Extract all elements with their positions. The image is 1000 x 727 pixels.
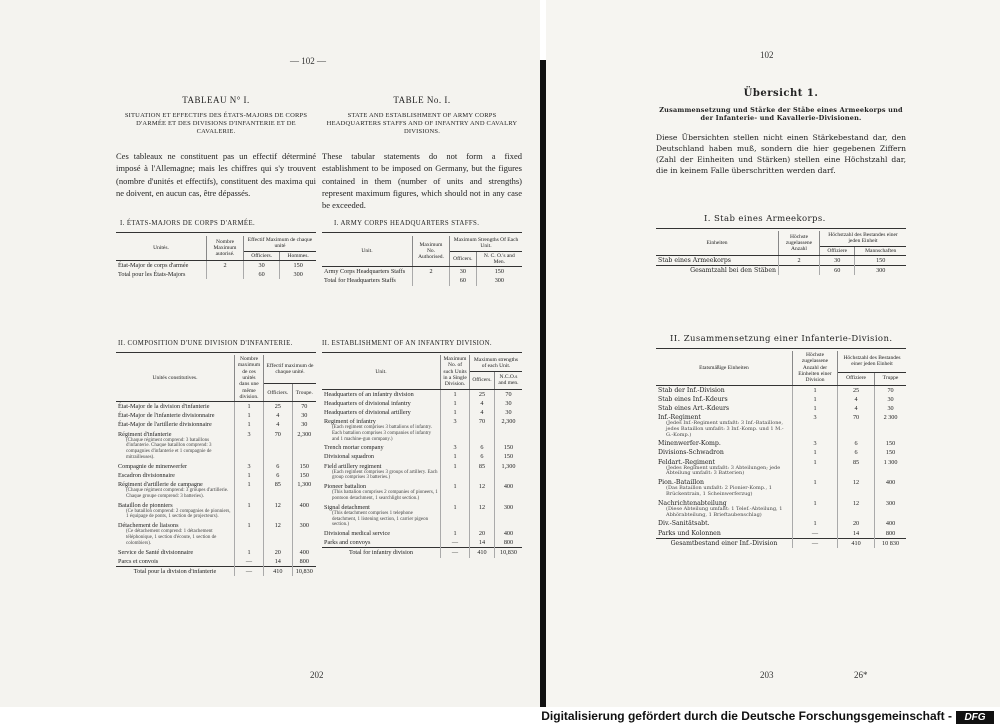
row-label: Bataillon de pionniers [118, 501, 173, 509]
row-label: État-Major de l'infanterie divisionnaire [118, 412, 215, 420]
cell-off: 70 [470, 417, 495, 443]
cell-off: 4 [470, 408, 495, 417]
page-number-bottom: 202 [310, 670, 324, 680]
cell-men: 150 [875, 439, 906, 448]
english-section1-title: I. ARMY CORPS HEADQUARTERS STAFFS. [334, 220, 480, 227]
cell-off: 4 [264, 420, 293, 429]
cell-num: 1 [235, 521, 264, 547]
cell-num: 1 [793, 404, 838, 413]
table-header: Truppe [875, 372, 906, 385]
cell-off: 6 [264, 462, 293, 471]
row-label: État-Major de l'artillerie divisionnaire [118, 421, 212, 429]
cell-men: 150 [494, 452, 522, 461]
table-row [656, 448, 906, 457]
row-note: (This battalion comprises 2 companies of pioneers, 1 pontoon detachment, 1 searchlight section.) [332, 490, 438, 502]
english-section2-table [322, 355, 522, 558]
table-header: Hommes. [280, 251, 316, 260]
row-label: Divisional squadron [324, 453, 375, 461]
table-header: Offiziere [820, 246, 855, 255]
table-row [116, 480, 316, 501]
cell-num: 1 [441, 482, 470, 503]
cell-num: 1 [793, 458, 838, 479]
row-label: Inf.-Regiment [658, 413, 701, 421]
total-num: — [235, 566, 264, 576]
table-row [116, 430, 316, 462]
table-row [322, 443, 522, 452]
table-header: N.C.O.s and men. [494, 372, 522, 389]
cell-men: 30 [292, 411, 316, 420]
row-label: Headquarters of divisional artillery [324, 408, 411, 416]
cell-off: 6 [838, 448, 875, 457]
table-row: Stab eines Armeekorps 2 30 150 [656, 255, 906, 265]
page-number-top: 102 [760, 50, 774, 60]
dfg-logo: DFG [956, 711, 994, 724]
table-row [322, 417, 522, 443]
english-section1-table [322, 236, 522, 286]
french-section2-title: II. COMPOSITION D'UNE DIVISION D'INFANTERIE. [118, 340, 293, 347]
divider [116, 232, 316, 233]
row-label: Parks and convoys [324, 539, 371, 547]
total-label: Gesamtbestand einer Inf.-Division [656, 538, 793, 548]
table-header: Maximum No. Authorised. [413, 236, 450, 267]
table-header: Maximum No. of such Units in a Single Division. [441, 355, 470, 389]
row-label: Div.-Sanitätsabt. [658, 520, 710, 528]
row-note: (Das Bataillon umfaßt: 2 Pionier-Komp., 1 Brückentrain, 1 Scheinwerferzug) [666, 485, 772, 498]
cell-off: 6 [838, 439, 875, 448]
cell-num: 1 [235, 402, 264, 412]
cell-off: 85 [470, 462, 495, 483]
table-row [116, 521, 316, 547]
table-row [116, 462, 316, 471]
table-row [322, 399, 522, 408]
divider [322, 232, 522, 233]
divider [322, 352, 522, 353]
cell-men: 30 [494, 399, 522, 408]
table-row [116, 501, 316, 522]
cell-men: 30 [875, 395, 906, 404]
cell-men: 1,300 [494, 462, 522, 483]
cell-num: 3 [793, 413, 838, 439]
table-header: Officiers. [244, 251, 280, 260]
row-label: Headquarters of an infantry division [324, 390, 414, 398]
table-row [322, 529, 522, 538]
row-label: Headquarters of divisional infantry [324, 399, 411, 407]
total-off: 410 [838, 538, 875, 548]
table-header: Officers. [450, 251, 477, 267]
cell-men: 70 [292, 402, 316, 412]
table-header: Maximum strengths of each Unit. [470, 355, 523, 372]
cell-off: 14 [470, 538, 495, 548]
row-note: (Chaque régiment comprend: 3 bataillons d'infanterie. Chaque bataillon comprend: 3 compagnies d'infanterie et 1 compagnie de mitrailleuses). [126, 437, 212, 460]
cell-off: 14 [838, 529, 875, 539]
table-row [322, 389, 522, 399]
english-section2-title: II. ESTABLISHMENT OF AN INFANTRY DIVISION. [322, 340, 493, 347]
table-header: Mannschaften [855, 246, 906, 255]
cell-off: 70 [264, 430, 293, 462]
cell-off: 20 [470, 529, 495, 538]
cell-num: 3 [235, 462, 264, 471]
cell-off: 25 [838, 385, 875, 395]
cell-men: 2 300 [875, 413, 906, 439]
divider [116, 352, 316, 353]
table-row [656, 478, 906, 499]
cell-men: 400 [875, 519, 906, 528]
cell-num: — [441, 538, 470, 548]
cell-men: 800 [292, 557, 316, 567]
table-row [656, 529, 906, 539]
cell-men: 300 [875, 499, 906, 520]
cell-off: 4 [838, 395, 875, 404]
cell-num: 1 [793, 478, 838, 499]
cell-men: 150 [494, 443, 522, 452]
cell-num: 1 [235, 411, 264, 420]
cell-men: 1,300 [292, 480, 316, 501]
table-row [656, 519, 906, 528]
cell-num: 1 [235, 501, 264, 522]
table-row-total [116, 566, 316, 576]
divider [656, 228, 906, 229]
row-label: Parks und Kolonnen [658, 529, 721, 537]
table-header: Höchstzahl des Bestandes einer jeden Einheit [820, 231, 907, 246]
french-title: TABLEAU N° I. [182, 95, 250, 105]
table-row [116, 471, 316, 480]
row-label: Nachrichtenabteilung [658, 499, 727, 507]
table-row-total [656, 538, 906, 548]
cell-off: 25 [264, 402, 293, 412]
row-note: (Chaque régiment comprend: 3 groupes d'artillerie. Chaque groupe comprend: 3 batteries). [126, 488, 229, 499]
table-header: Maximum Strengths Of Each Unit. [450, 236, 523, 251]
cell-off: 12 [838, 499, 875, 520]
cell-num: 1 [793, 448, 838, 457]
cell-num: 3 [441, 443, 470, 452]
cell-num: 3 [793, 439, 838, 448]
cell-off: 6 [264, 471, 293, 480]
cell-off: 20 [838, 519, 875, 528]
cell-num: 3 [441, 417, 470, 443]
table-header: Officers. [470, 372, 495, 389]
cell-num: 1 [793, 385, 838, 395]
cell-num: — [235, 557, 264, 567]
row-note: (Jedes Regiment umfaßt: 3 Abteilungen; jede Abteilung umfaßt: 3 Batterien) [666, 464, 781, 477]
cell-off: 12 [470, 482, 495, 503]
cell-men: 30 [875, 404, 906, 413]
table-header: Unités. [116, 236, 207, 260]
total-label: Total pour la division d'infanterie [116, 566, 235, 576]
cell-men: 300 [494, 503, 522, 529]
total-label: Total for infantry division [322, 548, 441, 558]
table-row-total [322, 548, 522, 558]
row-label: Field artillery regiment [324, 462, 382, 470]
cell-num: 3 [235, 430, 264, 462]
table-header: Effectif maximum de chaque unité. [264, 355, 317, 384]
cell-off: 4 [264, 411, 293, 420]
german-subtitle: Zusammensetzung und Stärke der Stäbe eines Armeekorps und der Infanterie- und Kavallerie-Divisionen. [659, 106, 903, 123]
cell-num: 1 [235, 480, 264, 501]
table-header: Höchstzahl des Bestandes einer jeden Einheit [838, 351, 907, 372]
table-header: Höchste zugelassene Anzahl [779, 231, 820, 255]
row-note: (Jedes Inf.-Regiment umfaßt: 3 Inf.-Bataillone, jedes Bataillon umfaßt: 3 Inf.-Komp. und 1 M.-G.-Komp.) [666, 420, 784, 438]
cell-men: 30 [494, 408, 522, 417]
row-label: Stab eines Art.-Kdeurs [658, 404, 730, 412]
cell-num: 1 [793, 519, 838, 528]
cell-off: 4 [470, 399, 495, 408]
german-section1-title: I. Stab eines Armeekorps. [704, 214, 826, 224]
cell-men: 30 [292, 420, 316, 429]
table-row [116, 420, 316, 429]
row-note: (Ce bataillon comprend: 2 compagnies de pionniers, 1 équipage de ponts, 1 section de projecteurs). [126, 508, 231, 520]
cell-men: 150 [875, 448, 906, 457]
right-page [546, 0, 1000, 707]
row-label: Service de Santé divisionnaire [118, 548, 194, 556]
german-section2-title: II. Zusammensetzung einer Infanterie-Division. [670, 334, 893, 344]
cell-off: 6 [470, 452, 495, 461]
row-label: Escadron divisionnaire [118, 471, 175, 479]
page-number-top: — 102 — [290, 56, 326, 66]
row-label: Parcs et convois [118, 557, 159, 565]
cell-num: 1 [441, 529, 470, 538]
table-header: Unit. [322, 355, 441, 389]
row-label: État-Major de la division d'infanterie [118, 403, 210, 411]
english-title: TABLE No. I. [393, 95, 451, 105]
table-row [322, 538, 522, 548]
french-subtitle: SITUATION ET EFFECTIFS DES ÉTATS-MAJORS DE CORPS D'ARMÉE ET DES DIVISIONS D'INFANTERIE ET DE CAVALERIE. [124, 111, 308, 136]
row-label: Régiment d'infanterie [118, 430, 172, 438]
cell-men: 300 [292, 521, 316, 547]
table-row [656, 458, 906, 479]
row-label: Regiment of infantry [324, 417, 376, 425]
row-label: Régiment d'artillerie de campagne [118, 480, 203, 488]
table-header: Effectif Maximum de chaque unité [244, 236, 317, 251]
cell-men: 2,300 [494, 417, 522, 443]
table-row [322, 462, 522, 483]
french-section1-table [116, 236, 316, 279]
table-row [656, 413, 906, 439]
table-row: Total for Headquarters Staffs 60 300 [322, 276, 522, 285]
cell-off: 14 [264, 557, 293, 567]
table-row [322, 452, 522, 461]
cell-num: 1 [793, 499, 838, 520]
total-off: 410 [264, 566, 293, 576]
cell-off: 20 [264, 548, 293, 557]
cell-men: 70 [875, 385, 906, 395]
cell-men: 2,300 [292, 430, 316, 462]
table-row [116, 402, 316, 412]
table-row: État-Major de corps d'armée 2 30 150 [116, 260, 316, 270]
cell-off: 12 [264, 521, 293, 547]
row-label: Compagnie de minenwerfer [118, 462, 188, 470]
page-number-bottom-right: 26* [854, 670, 868, 680]
table-row: Gesamtzahl bei den Stäben 60 300 [656, 266, 906, 276]
table-row: Army Corps Headquarters Staffs 2 30 150 [322, 267, 522, 277]
english-column [322, 95, 522, 212]
cell-num: 1 [235, 548, 264, 557]
row-label: Signal detachment [324, 503, 370, 511]
french-intro: Ces tableaux ne constituent pas un effectif déterminé imposé à l'Allemagne; mais les chiffres qui s'y trouvent (nombre d'unités et effectifs), constituent des maxima qui ne doivent, en aucun cas, être dépassés. [116, 151, 316, 199]
table-row [322, 408, 522, 417]
row-label: Divisions-Schwadron [658, 449, 724, 457]
row-note: (Each regiment comprises 3 groups of artillery. Each group comprises 3 batteries.) [332, 469, 438, 481]
german-section1-table [656, 231, 906, 275]
cell-num: 1 [793, 395, 838, 404]
table-header: Höchste zugelassene Anzahl der Einheiten einer Division [793, 351, 838, 385]
cell-men: 400 [292, 501, 316, 522]
row-label: Feldart.-Regiment [658, 458, 716, 466]
cell-men: 800 [494, 538, 522, 548]
french-section1-title: I. ÉTATS-MAJORS DE CORPS D'ARMÉE. [120, 220, 256, 227]
cell-men: 400 [494, 482, 522, 503]
table-row: Total pour les États-Majors 60 300 [116, 270, 316, 279]
table-header: N. C. O.'s and Men. [476, 251, 522, 267]
total-men: 10,830 [292, 566, 316, 576]
total-num: — [441, 548, 470, 558]
total-men: 10 830 [875, 538, 906, 548]
german-intro: Diese Übersichten stellen nicht einen Stärkebestand dar, den Deutschland haben muß, sondern die hier gegebenen Ziffern (Zahl der Einheiten und Stärken) stellen eine Höchstzahl dar, die in keinem Falle überschritten werden darf. [656, 133, 906, 176]
cell-num: 1 [441, 462, 470, 483]
table-header: Troupe. [292, 384, 316, 402]
cell-men: 70 [494, 389, 522, 399]
cell-off: 4 [838, 404, 875, 413]
table-header: Unit. [322, 236, 413, 267]
german-column [656, 88, 906, 176]
table-header: Officiers. [264, 384, 293, 402]
table-header: Nombre Maximum autorisé. [207, 236, 244, 260]
row-label: Pioneer battalion [324, 483, 367, 491]
table-row [322, 482, 522, 503]
row-label: Trench mortar company [324, 444, 384, 452]
cell-off: 85 [264, 480, 293, 501]
cell-off: 12 [470, 503, 495, 529]
table-row [656, 385, 906, 395]
total-off: 410 [470, 548, 495, 558]
cell-men: 400 [494, 529, 522, 538]
english-intro: These tabular statements do not form a fixed establishment to be imposed on Germany, but the figures contained in them (number of units and strengths) represent maximum figures, which should not in any case be exceeded. [322, 151, 522, 211]
german-section2-table [656, 351, 906, 548]
cell-num: 1 [235, 420, 264, 429]
row-label: Minenwerfer-Komp. [658, 440, 721, 448]
cell-off: 70 [838, 413, 875, 439]
row-label: Détachement de liaisons [118, 522, 179, 530]
table-row [116, 557, 316, 567]
funding-notice: Digitalisierung gefördert durch die Deutsche Forschungsgemeinschaft - [541, 709, 952, 723]
table-row [656, 439, 906, 448]
row-label: Stab der Inf.-Division [658, 386, 725, 394]
cell-num: 1 [441, 503, 470, 529]
table-header: Etatsmäßige Einheiten [656, 351, 793, 385]
cell-num: 1 [441, 389, 470, 399]
table-row [116, 411, 316, 420]
german-title: Übersicht 1. [743, 88, 819, 99]
row-note: (Ce détachement comprend: 1 détachement téléphonique, 1 section d'écoute, 1 section de colombiers). [126, 529, 217, 546]
english-subtitle: STATE AND ESTABLISHMENT OF ARMY CORPS HEADQUARTERS STAFFS AND OF INFANTRY AND CAVALRY DIVISIONS. [326, 111, 518, 136]
page-number-bottom-left: 203 [760, 670, 774, 680]
cell-num: 1 [441, 399, 470, 408]
footer [0, 707, 1000, 727]
cell-men: 800 [875, 529, 906, 539]
table-row [656, 395, 906, 404]
row-label: Stab eines Inf.-Kdeurs [658, 395, 728, 403]
cell-men: 150 [292, 462, 316, 471]
cell-off: 25 [470, 389, 495, 399]
total-men: 10,830 [494, 548, 522, 558]
table-row [116, 548, 316, 557]
cell-men: 400 [875, 478, 906, 499]
cell-num: 1 [235, 471, 264, 480]
table-row [322, 503, 522, 529]
table-row [656, 404, 906, 413]
french-section2-table [116, 355, 316, 576]
row-note: (Diese Abteilung umfaßt: 1 Telef.-Abteilung, 1 Abhörabteilung, 1 Brieftaubenschlag) [666, 505, 783, 518]
cell-off: 12 [264, 501, 293, 522]
divider [656, 348, 906, 349]
cell-num: 1 [441, 408, 470, 417]
cell-num: — [793, 529, 838, 539]
table-header: Einheiten [656, 231, 779, 255]
table-header: Offiziere [838, 372, 875, 385]
row-note: (Each regiment comprises 3 battalions of infantry. Each battalion comprises 3 companies of infantry and 1 machine-gun company.) [332, 425, 433, 442]
table-row [656, 499, 906, 520]
cell-men: 400 [292, 548, 316, 557]
cell-off: 12 [838, 478, 875, 499]
table-header: Nombre maximum de ces unités dans une même division. [235, 355, 264, 402]
cell-num: 1 [441, 452, 470, 461]
row-note: (This detachment comprises 1 telephone detachment, 1 listening section, 1 carrier pigeon section.) [332, 510, 429, 528]
row-label: Divisional medical service [324, 530, 390, 538]
cell-off: 85 [838, 458, 875, 479]
cell-off: 6 [470, 443, 495, 452]
row-label: Pion.-Bataillon [658, 479, 704, 487]
cell-men: 1 300 [875, 458, 906, 479]
table-header: Unités constitutives. [116, 355, 235, 402]
total-num: — [793, 538, 838, 548]
cell-men: 150 [292, 471, 316, 480]
french-column [116, 95, 316, 199]
